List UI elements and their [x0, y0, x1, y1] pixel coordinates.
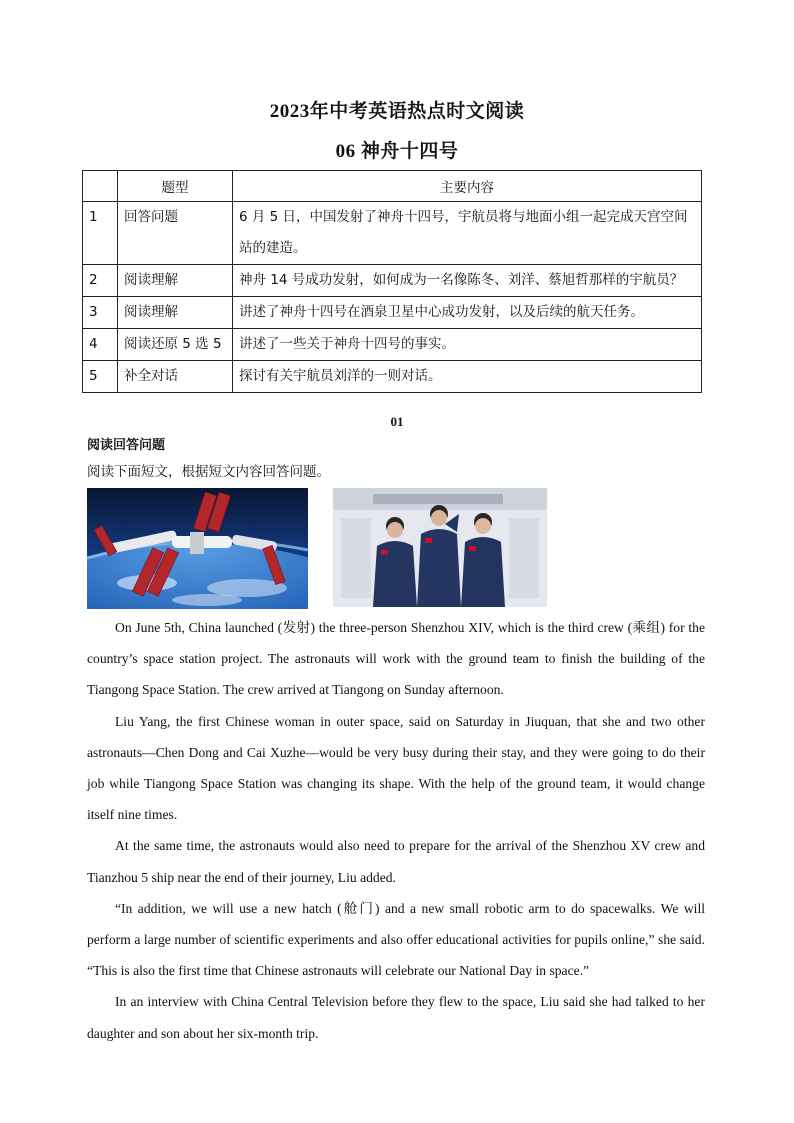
article-paragraph: “In addition, we will use a new hatch (舱门) and a new small robotic arm to do spacewalks. We will perform a large number of scientific experiments and also offer educational activities for pupils online,” she said. “This is also the first time that Chinese astronauts will celebrate our National Day in space.”	[87, 900, 705, 979]
row-type: 阅读理解	[118, 297, 233, 329]
article-paragraph: At the same time, the astronauts would also need to prepare for the arrival of the Shenzhou XV crew and Tianzhou 5 ship near the end of their journey, Liu added.	[87, 838, 705, 885]
row-number: 5	[83, 361, 118, 393]
row-type: 阅读理解	[118, 265, 233, 297]
table-header-type: 题型	[118, 171, 233, 202]
table-header-num	[83, 171, 118, 202]
table-header-row	[83, 171, 702, 202]
astronauts-image	[333, 488, 547, 607]
article-body	[87, 612, 705, 1049]
row-type: 阅读还原 5 选 5	[118, 329, 233, 361]
table-row	[83, 202, 702, 265]
row-number: 3	[83, 297, 118, 329]
row-number: 2	[83, 265, 118, 297]
article-paragraph: In an interview with China Central Television before they flew to the space, Liu said she had talked to her daughter and son about her six-month trip.	[87, 994, 705, 1041]
row-type: 补全对话	[118, 361, 233, 393]
table-row	[83, 265, 702, 297]
row-content: 6 月 5 日，中国发射了神舟十四号，宇航员将与地面小组一起完成天宫空间站的建造。	[233, 202, 702, 265]
row-content: 讲述了一些关于神舟十四号的事实。	[233, 329, 702, 361]
table-header-content: 主要内容	[233, 171, 702, 202]
row-number: 4	[83, 329, 118, 361]
article-paragraph: On June 5th, China launched (发射) the three-person Shenzhou XIV, which is the third crew (乘组) for the country’s space station project. The astronauts will work with the ground team to finish the building of the Tiangong Space Station. The crew arrived at Tiangong on Sunday afternoon.	[87, 620, 705, 698]
section-instruction: 阅读下面短文，根据短文内容回答问题。	[87, 464, 330, 480]
row-type: 回答问题	[118, 202, 233, 265]
document-subtitle: 06 神舟十四号	[335, 141, 459, 162]
document-title: 2023年中考英语热点时文阅读	[269, 101, 525, 122]
article-paragraph: Liu Yang, the first Chinese woman in outer space, said on Saturday in Jiuquan, that she and two other astronauts—Chen Dong and Cai Xuzhe—would be very busy during their stay, and they were going to do their job while Tiangong Space Station was changing its shape. With the help of the ground team, it would change itself nine times.	[87, 713, 705, 823]
space-station-illustration	[87, 488, 308, 609]
row-number: 1	[83, 202, 118, 265]
section-number: 01	[390, 414, 404, 429]
row-content: 探讨有关宇航员刘洋的一则对话。	[233, 361, 702, 393]
row-content: 神舟 14 号成功发射，如何成为一名像陈冬、刘洋、蔡旭哲那样的宇航员？	[233, 265, 702, 297]
table-row	[83, 329, 702, 361]
table-row	[83, 361, 702, 393]
table-row	[83, 297, 702, 329]
space-station-image	[87, 488, 308, 609]
summary-table	[82, 170, 702, 393]
row-content: 讲述了神舟十四号在酒泉卫星中心成功发射，以及后续的航天任务。	[233, 297, 702, 329]
section-label: 阅读回答问题	[87, 438, 166, 453]
astronauts-illustration	[333, 488, 547, 607]
